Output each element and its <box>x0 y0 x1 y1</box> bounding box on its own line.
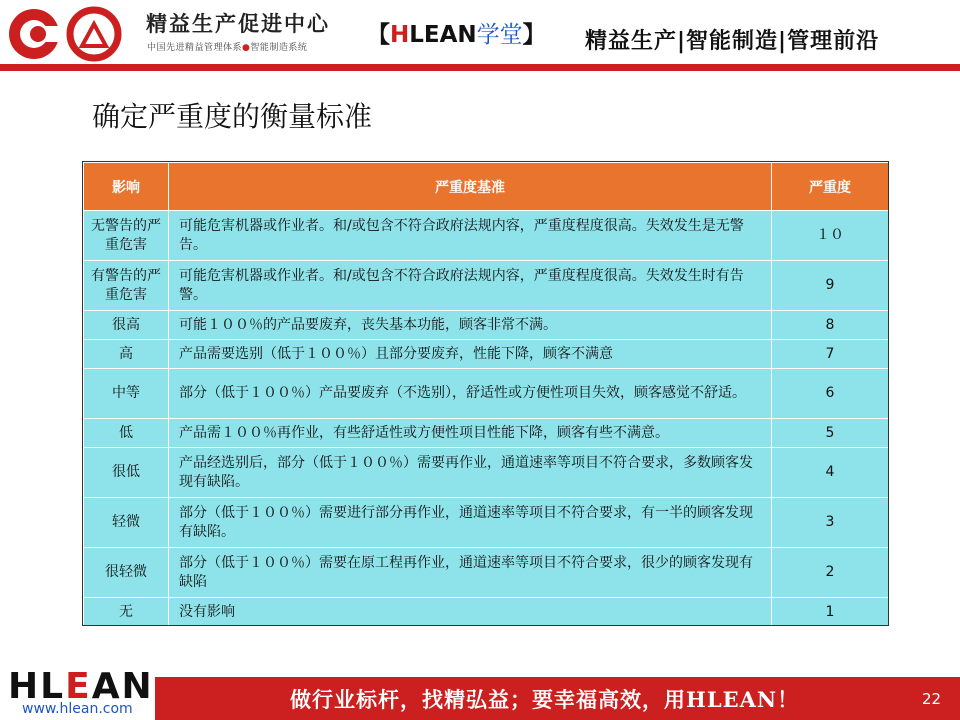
footer-url-link[interactable]: www.hlean.com <box>22 701 133 717</box>
criteria-cell: 产品需１００％再作业，有些舒适性或方便性项目性能下降，顾客有些不满意。 <box>169 419 772 448</box>
impact-cell: 无警告的严重危害 <box>84 211 169 261</box>
impact-cell: 无 <box>84 598 169 627</box>
severity-cell: 2 <box>772 548 889 598</box>
table-row <box>84 211 889 261</box>
company-logo-icon <box>6 6 134 62</box>
severity-cell: 1 <box>772 598 889 627</box>
severity-cell: 6 <box>772 369 889 419</box>
column-header-severity: 严重度 <box>772 163 889 211</box>
table-row <box>84 548 889 598</box>
criteria-cell: 部分（低于１００％）需要进行部分再作业，通道速率等项目不符合要求，有一半的顾客发现有缺陷。 <box>169 498 772 548</box>
severity-table <box>83 162 888 627</box>
impact-cell: 很高 <box>84 311 169 340</box>
table-row <box>84 369 889 419</box>
criteria-cell: 可能危害机器或作业者。和/或包含不符合政府法规内容，严重度程度很高。失效发生时有告警。 <box>169 261 772 311</box>
severity-cell: 7 <box>772 340 889 369</box>
table-row <box>84 598 889 627</box>
severity-cell: 9 <box>772 261 889 311</box>
table-header-row <box>84 163 889 211</box>
brand-subtitle: 中国先进精益管理体系●智能制造系统 <box>147 43 308 53</box>
severity-cell: １０ <box>772 211 889 261</box>
criteria-cell: 产品需要选别（低于１００％）且部分要废弃，性能下降，顾客不满意 <box>169 340 772 369</box>
column-header-criteria: 严重度基准 <box>169 163 772 211</box>
column-header-impact: 影响 <box>84 163 169 211</box>
criteria-cell: 可能１００％的产品要废弃，丧失基本功能，顾客非常不满。 <box>169 311 772 340</box>
criteria-cell: 产品经选别后，部分（低于１００％）需要再作业，通道速率等项目不符合要求，多数顾客发现有缺陷。 <box>169 448 772 498</box>
severity-cell: 3 <box>772 498 889 548</box>
impact-cell: 轻微 <box>84 498 169 548</box>
footer-logo: HLEAN <box>8 666 154 707</box>
table-row <box>84 311 889 340</box>
impact-cell: 低 <box>84 419 169 448</box>
severity-cell: 5 <box>772 419 889 448</box>
table-row <box>84 498 889 548</box>
table-row <box>84 261 889 311</box>
header <box>0 0 960 68</box>
impact-cell: 有警告的严重危害 <box>84 261 169 311</box>
header-slogan: 精益生产|智能制造|管理前沿 <box>585 29 880 54</box>
hlean-academy-brand: 【HLEAN学堂】 <box>367 22 546 48</box>
brand-name: 精益生产促进中心 <box>146 12 330 36</box>
table-row <box>84 340 889 369</box>
severity-cell: 4 <box>772 448 889 498</box>
criteria-cell: 部分（低于１００％）产品要废弃（不选别），舒适性或方便性项目失效，顾客感觉不舒适。 <box>169 369 772 419</box>
criteria-cell: 可能危害机器或作业者。和/或包含不符合政府法规内容，严重度程度很高。失效发生是无警告。 <box>169 211 772 261</box>
criteria-cell: 部分（低于１００％）需要在原工程再作业，通道速率等项目不符合要求，很少的顾客发现有缺陷 <box>169 548 772 598</box>
page-title: 确定严重度的衡量标准 <box>92 100 373 133</box>
impact-cell: 很轻微 <box>84 548 169 598</box>
impact-cell: 中等 <box>84 369 169 419</box>
impact-cell: 很低 <box>84 448 169 498</box>
severity-cell: 8 <box>772 311 889 340</box>
page-number: 22 <box>922 690 942 708</box>
criteria-cell: 没有影响 <box>169 598 772 627</box>
table-row <box>84 448 889 498</box>
footer-slogan: 做行业标杆，找精弘益；要幸福高效，用HLEAN！ <box>290 687 800 712</box>
impact-cell: 高 <box>84 340 169 369</box>
header-divider <box>0 64 960 71</box>
table-row <box>84 419 889 448</box>
